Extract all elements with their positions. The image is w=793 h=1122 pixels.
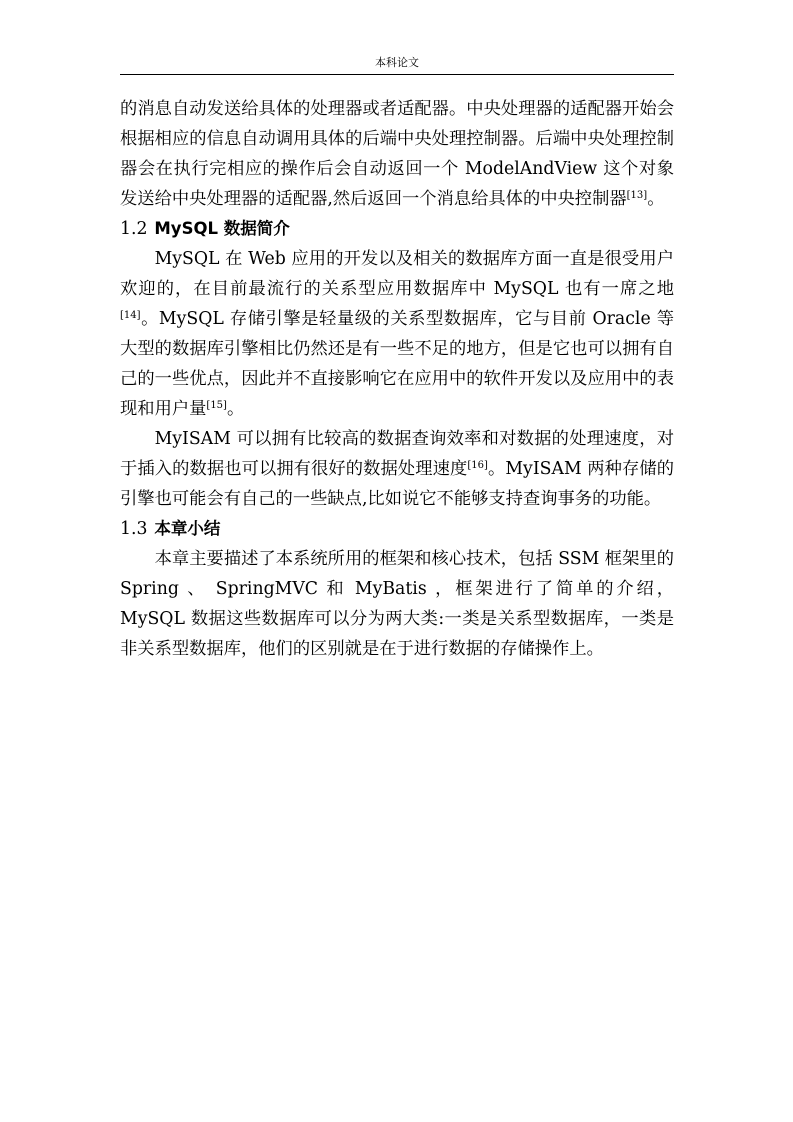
paragraph-text: MySQL 在 Web 应用的开发以及相关的数据库方面一直是很受用户欢迎的，在目前最流行的关系型应用数据库中 MySQL 也有一席之地 <box>120 249 674 299</box>
running-title: 本科论文 <box>375 56 419 69</box>
running-header <box>120 56 674 74</box>
paragraph-tail: 。 <box>226 399 245 419</box>
citation-13: [13] <box>626 190 648 201</box>
page-body <box>120 94 674 664</box>
section-number: 1.2 <box>120 219 148 239</box>
section-title: 本章小结 <box>154 519 221 538</box>
paragraph-text: 。MySQL 存储引擎是轻量级的关系型数据库，它与目前 Oracle 等大型的数据库引擎相比仍然还是有一些不足的地方，但是它也可以拥有自己的一些优点，因此并不直接影响它在应用中的软件开发以及应用中的表现和用户量 <box>120 309 674 419</box>
section-number: 1.3 <box>120 519 148 539</box>
section-title: MySQL 数据简介 <box>154 219 290 238</box>
citation-14: [14] <box>120 310 141 321</box>
paragraph-text: MyISAM 可以拥有比较高的数据查询效率和对数据的处理速度，对于插入的数据也可以拥有很好的数据处理速度 <box>120 429 674 479</box>
section-heading-1-2 <box>120 214 674 244</box>
paragraph-continued <box>120 94 674 214</box>
paragraph-myisam <box>120 424 674 514</box>
citation-15: [15] <box>206 400 227 411</box>
section-heading-1-3 <box>120 514 674 544</box>
paragraph-mysql <box>120 244 674 424</box>
paragraph-tail: 。 <box>647 189 665 209</box>
header-rule <box>120 74 674 75</box>
citation-16: [16] <box>467 460 488 471</box>
paragraph-text: 的消息自动发送给具体的处理器或者适配器。中央处理器的适配器开始会根据相应的信息自动调用具体的后端中央处理控制器。后端中央处理控制器会在执行完相应的操作后会自动返回一个 ModelAndView 这个对象发送给中央处理器的适配器,然后返回一个消息给具体的中央控制器 <box>120 99 674 209</box>
paragraph-summary <box>120 544 674 664</box>
paragraph-text: 本章主要描述了本系统所用的框架和核心技术，包括 SSM 框架里的 Spring 、 SpringMVC 和 MyBatis ，框架进行了简单的介绍，MySQL 数据这些数据库可以分为两大类:一类是关系型数据库，一类是非关系型数据库，他们的区别就是在于进行数据的存储操作上。 <box>120 549 674 659</box>
paragraph-text: 。MyISAM 两种存储的引擎也可能会有自己的一些缺点,比如说它不能够支持查询事务的功能。 <box>120 459 674 509</box>
